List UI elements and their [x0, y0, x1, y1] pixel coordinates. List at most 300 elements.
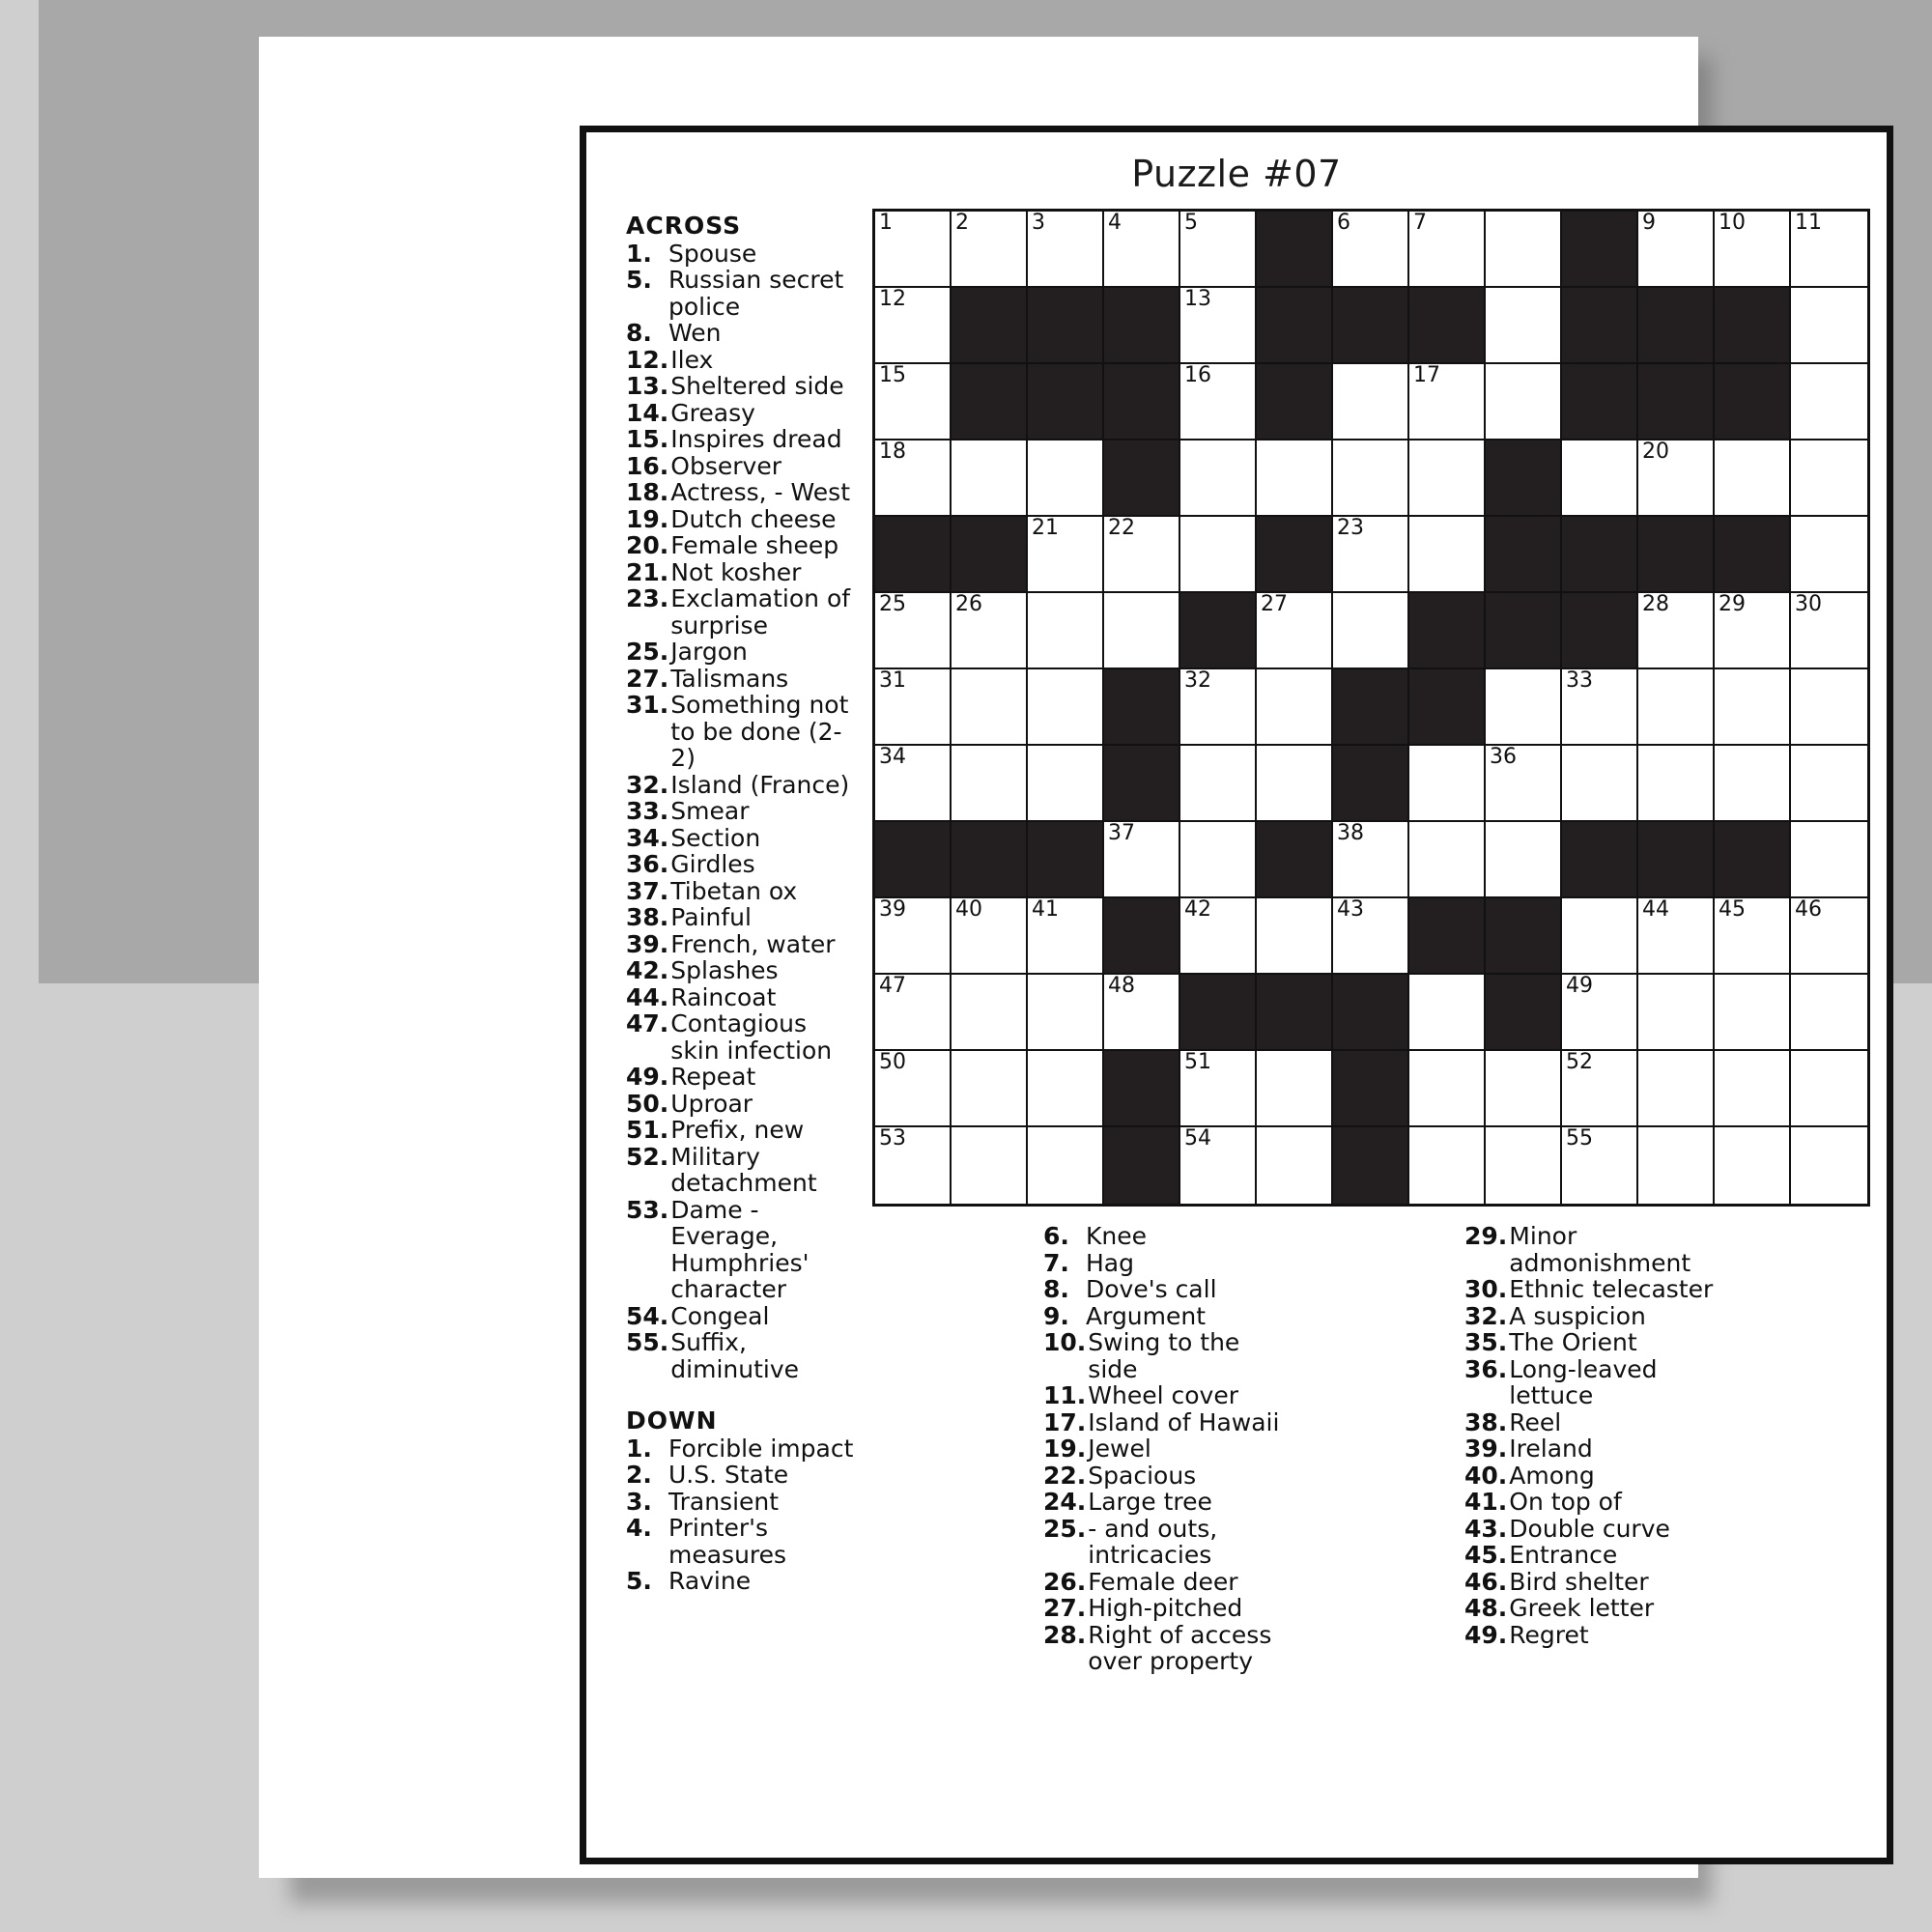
across-clue-item	[626, 1329, 858, 1382]
grid-cell[interactable]	[1028, 898, 1104, 975]
grid-cell[interactable]	[1486, 1051, 1562, 1127]
grid-cell[interactable]	[1791, 212, 1867, 288]
down-clue-item	[626, 1489, 858, 1516]
across-clue-text: Contagious skin infection	[670, 1009, 833, 1065]
down-clue-item	[1464, 1223, 1745, 1276]
grid-cell-number: 16	[1184, 363, 1211, 387]
grid-cell[interactable]	[1257, 1127, 1333, 1204]
across-clue-item	[626, 798, 858, 825]
grid-cell[interactable]	[1104, 822, 1180, 898]
grid-block-cell	[1409, 288, 1486, 364]
grid-block-cell	[1257, 975, 1333, 1051]
across-clue-text: Section	[670, 823, 761, 852]
grid-cell[interactable]	[1791, 746, 1867, 822]
across-clue-list	[626, 241, 858, 1383]
down-clue-number: 45.	[1464, 1541, 1508, 1569]
grid-cell[interactable]	[1409, 440, 1486, 517]
down-clue-text: Minor admonishment	[1509, 1222, 1691, 1277]
across-clue-number: 12.	[626, 345, 669, 374]
grid-cell-number: 50	[879, 1050, 906, 1074]
across-clue-text: Congeal	[670, 1301, 770, 1330]
grid-cell-number: 47	[879, 974, 906, 998]
grid-cell[interactable]	[1028, 975, 1104, 1051]
across-clue-text: Jargon	[670, 638, 748, 666]
grid-block-cell	[1486, 975, 1562, 1051]
grid-block-cell	[1257, 212, 1333, 288]
grid-cell-number: 36	[1490, 745, 1517, 769]
across-clue-item	[626, 1010, 858, 1064]
down-clue-item	[1464, 1595, 1745, 1622]
grid-cell[interactable]	[1791, 364, 1867, 440]
across-clue-number: 16.	[626, 451, 669, 480]
grid-block-cell	[1257, 822, 1333, 898]
grid-block-cell	[1715, 364, 1791, 440]
across-clue-number: 14.	[626, 398, 669, 427]
grid-cell[interactable]	[875, 746, 952, 822]
across-clue-item	[626, 506, 858, 533]
grid-cell[interactable]	[1333, 212, 1409, 288]
across-clue-text: Female sheep	[670, 531, 839, 559]
grid-cell[interactable]	[1409, 975, 1486, 1051]
grid-cell[interactable]	[1562, 746, 1638, 822]
across-clue-item	[626, 904, 858, 931]
grid-cell[interactable]	[1791, 440, 1867, 517]
down-clue-item	[626, 1568, 858, 1595]
down-clue-item	[1464, 1356, 1745, 1409]
grid-cell[interactable]	[1104, 517, 1180, 593]
grid-cell[interactable]	[1562, 898, 1638, 975]
grid-cell[interactable]	[1257, 669, 1333, 746]
grid-cell[interactable]	[1791, 593, 1867, 669]
down-clue-text: Forcible impact	[668, 1434, 854, 1463]
grid-cell[interactable]	[1715, 669, 1791, 746]
grid-cell[interactable]	[1028, 517, 1104, 593]
down-clue-text: - and outs, intricacies	[1088, 1514, 1218, 1569]
grid-cell[interactable]	[1486, 822, 1562, 898]
grid-cell[interactable]	[1180, 1127, 1257, 1204]
grid-cell[interactable]	[952, 669, 1028, 746]
across-clue-number: 31.	[626, 691, 669, 719]
across-clue-text: French, water	[670, 929, 836, 958]
grid-cell[interactable]	[1791, 517, 1867, 593]
grid-cell[interactable]	[1638, 746, 1715, 822]
across-clue-number: 15.	[626, 425, 669, 453]
grid-block-cell	[1028, 822, 1104, 898]
grid-cell-number: 30	[1795, 592, 1822, 616]
grid-cell[interactable]	[1180, 288, 1257, 364]
grid-cell[interactable]	[952, 1127, 1028, 1204]
down-clue-number: 35.	[1464, 1328, 1508, 1356]
across-clue-number: 55.	[626, 1328, 669, 1356]
across-clue-item	[626, 373, 858, 400]
grid-cell-number: 17	[1413, 363, 1440, 387]
grid-cell-number: 20	[1642, 440, 1669, 464]
grid-block-cell	[1028, 288, 1104, 364]
down-clue-number: 11.	[1043, 1381, 1087, 1409]
down-clue-number: 17.	[1043, 1407, 1087, 1436]
down-clue-text: Dove's call	[1086, 1275, 1217, 1303]
across-clue-number: 8.	[626, 319, 652, 347]
down-clue-item	[1464, 1329, 1745, 1356]
grid-block-cell	[1638, 364, 1715, 440]
across-clue-item	[626, 453, 858, 480]
grid-cell[interactable]	[1333, 440, 1409, 517]
grid-cell[interactable]	[1638, 898, 1715, 975]
grid-cell[interactable]	[875, 669, 952, 746]
across-clue-item	[626, 320, 858, 347]
across-clue-text: Wen	[668, 319, 722, 347]
across-clue-number: 32.	[626, 770, 669, 799]
down-clue-text: Ethnic telecaster	[1509, 1275, 1714, 1303]
grid-cell[interactable]	[875, 440, 952, 517]
page-title: Puzzle #07	[1131, 153, 1342, 195]
grid-cell[interactable]	[1638, 440, 1715, 517]
grid-cell[interactable]	[1715, 212, 1791, 288]
grid-cell[interactable]	[875, 898, 952, 975]
across-clue-text: Not kosher	[670, 557, 802, 586]
grid-cell-number: 7	[1413, 211, 1427, 235]
grid-cell-number: 39	[879, 897, 906, 922]
down-clue-number: 46.	[1464, 1567, 1508, 1596]
down-heading: DOWN	[626, 1406, 718, 1435]
grid-cell[interactable]	[1028, 669, 1104, 746]
grid-cell[interactable]	[875, 212, 952, 288]
grid-cell[interactable]	[1028, 746, 1104, 822]
grid-cell-number: 52	[1566, 1050, 1593, 1074]
grid-block-cell	[1257, 364, 1333, 440]
grid-block-cell	[1486, 517, 1562, 593]
grid-cell[interactable]	[1486, 212, 1562, 288]
grid-cell[interactable]	[875, 975, 952, 1051]
grid-cell[interactable]	[1409, 822, 1486, 898]
grid-cell[interactable]	[1104, 212, 1180, 288]
grid-cell[interactable]	[1638, 593, 1715, 669]
grid-cell[interactable]	[1562, 975, 1638, 1051]
grid-cell-number: 51	[1184, 1050, 1211, 1074]
across-clue-text: Talismans	[670, 664, 789, 693]
across-clue-number: 39.	[626, 929, 669, 958]
grid-cell[interactable]	[1409, 1051, 1486, 1127]
grid-block-cell	[1562, 212, 1638, 288]
down-clue-item	[1043, 1435, 1294, 1463]
grid-cell[interactable]	[1791, 975, 1867, 1051]
down-clue-number: 49.	[1464, 1620, 1508, 1649]
grid-cell[interactable]	[1638, 212, 1715, 288]
grid-cell[interactable]	[1028, 440, 1104, 517]
across-clue-text: Painful	[670, 903, 752, 931]
across-clue-item	[626, 479, 858, 506]
grid-cell[interactable]	[1409, 212, 1486, 288]
grid-cell-number: 4	[1108, 211, 1122, 235]
grid-cell[interactable]	[1486, 669, 1562, 746]
down-clue-number: 24.	[1043, 1488, 1087, 1516]
grid-cell[interactable]	[1791, 1127, 1867, 1204]
across-clue-text: Prefix, new	[670, 1116, 805, 1144]
down-clue-number: 26.	[1043, 1567, 1087, 1596]
across-clue-text: Something not to be done (2-2)	[670, 691, 849, 772]
grid-cell[interactable]	[875, 288, 952, 364]
grid-block-cell	[1333, 746, 1409, 822]
grid-cell[interactable]	[1257, 746, 1333, 822]
grid-cell[interactable]	[1104, 975, 1180, 1051]
across-clue-number: 1.	[626, 239, 652, 268]
grid-cell[interactable]	[1715, 1051, 1791, 1127]
grid-cell-number: 38	[1337, 821, 1364, 845]
grid-cell-number: 5	[1184, 211, 1198, 235]
across-clue-number: 5.	[626, 266, 652, 294]
down-clue-list-part1	[626, 1435, 858, 1595]
grid-block-cell	[1715, 288, 1791, 364]
grid-block-cell	[1486, 440, 1562, 517]
down-clue-text: Double curve	[1509, 1514, 1670, 1543]
down-clue-item	[1464, 1276, 1745, 1303]
grid-cell[interactable]	[1333, 517, 1409, 593]
grid-cell[interactable]	[1180, 212, 1257, 288]
grid-cell[interactable]	[1715, 593, 1791, 669]
across-clue-text: Splashes	[670, 956, 779, 984]
grid-block-cell	[1638, 517, 1715, 593]
grid-cell[interactable]	[1638, 669, 1715, 746]
down-clue-number: 38.	[1464, 1407, 1508, 1436]
grid-cell[interactable]	[952, 975, 1028, 1051]
grid-cell[interactable]	[1791, 822, 1867, 898]
across-clue-item	[626, 1303, 858, 1330]
across-clue-item	[626, 666, 858, 693]
across-clue-number: 53.	[626, 1195, 669, 1224]
grid-cell-number: 12	[879, 287, 906, 311]
across-clue-item	[626, 1117, 858, 1144]
grid-cell[interactable]	[875, 1051, 952, 1127]
grid-cell[interactable]	[1104, 593, 1180, 669]
grid-cell[interactable]	[1028, 212, 1104, 288]
grid-block-cell	[875, 517, 952, 593]
grid-cell[interactable]	[1409, 1127, 1486, 1204]
grid-cell[interactable]	[1180, 1051, 1257, 1127]
grid-cell[interactable]	[1257, 898, 1333, 975]
grid-cell[interactable]	[1562, 1127, 1638, 1204]
down-clue-item	[1043, 1276, 1294, 1303]
down-clue-item	[1043, 1409, 1294, 1436]
grid-cell-number: 22	[1108, 516, 1135, 540]
down-clue-number: 27.	[1043, 1594, 1087, 1622]
grid-block-cell	[1257, 517, 1333, 593]
grid-cell[interactable]	[952, 593, 1028, 669]
down-clue-number: 3.	[626, 1487, 652, 1516]
grid-block-cell	[1715, 822, 1791, 898]
grid-cell[interactable]	[1638, 1051, 1715, 1127]
grid-cell[interactable]	[1028, 1127, 1104, 1204]
across-clue-item	[626, 241, 858, 268]
across-clue-number: 27.	[626, 664, 669, 693]
grid-cell-number: 48	[1108, 974, 1135, 998]
down-clue-item	[1043, 1382, 1294, 1409]
down-clue-number: 48.	[1464, 1594, 1508, 1622]
across-clue-number: 38.	[626, 903, 669, 931]
down-clue-item	[1043, 1463, 1294, 1490]
down-clue-text: Island of Hawaii	[1088, 1407, 1280, 1436]
down-clue-number: 28.	[1043, 1620, 1087, 1649]
grid-cell[interactable]	[1562, 669, 1638, 746]
grid-cell[interactable]	[1257, 593, 1333, 669]
down-clue-text: Bird shelter	[1509, 1567, 1649, 1596]
across-clue-item	[626, 559, 858, 586]
grid-cell[interactable]	[1791, 898, 1867, 975]
across-clue-text: Military detachment	[670, 1142, 817, 1197]
grid-cell[interactable]	[1715, 1127, 1791, 1204]
grid-cell[interactable]	[952, 898, 1028, 975]
down-clue-text: Hag	[1086, 1248, 1134, 1277]
down-clue-number: 19.	[1043, 1435, 1087, 1463]
across-clue-text: Spouse	[668, 239, 757, 268]
grid-cell[interactable]	[875, 364, 952, 440]
across-clue-number: 44.	[626, 982, 669, 1011]
grid-cell[interactable]	[1791, 1051, 1867, 1127]
down-clue-item	[1464, 1622, 1745, 1649]
down-clue-item	[1043, 1569, 1294, 1596]
down-clue-number: 29.	[1464, 1222, 1508, 1250]
grid-cell[interactable]	[1409, 517, 1486, 593]
down-clue-text: Greek letter	[1509, 1594, 1655, 1622]
grid-cell[interactable]	[1333, 364, 1409, 440]
puzzle-page	[259, 37, 1822, 1878]
grid-cell-number: 21	[1032, 516, 1059, 540]
grid-cell[interactable]	[1180, 746, 1257, 822]
grid-cell-number: 34	[879, 745, 906, 769]
grid-cell-number: 41	[1032, 897, 1059, 922]
grid-cell[interactable]	[1180, 898, 1257, 975]
grid-cell[interactable]	[1333, 898, 1409, 975]
grid-cell[interactable]	[952, 212, 1028, 288]
down-clue-column-right	[1464, 1223, 1745, 1648]
grid-cell[interactable]	[1715, 746, 1791, 822]
grid-cell[interactable]	[1028, 593, 1104, 669]
across-clue-text: Girdles	[670, 850, 755, 878]
grid-cell[interactable]	[952, 1051, 1028, 1127]
grid-cell-number: 18	[879, 440, 906, 464]
grid-cell[interactable]	[1486, 288, 1562, 364]
grid-cell[interactable]	[1257, 440, 1333, 517]
grid-block-cell	[1333, 288, 1409, 364]
grid-cell[interactable]	[952, 440, 1028, 517]
grid-block-cell	[1180, 975, 1257, 1051]
grid-cell[interactable]	[1409, 746, 1486, 822]
grid-block-cell	[1104, 288, 1180, 364]
grid-cell[interactable]	[1791, 669, 1867, 746]
grid-cell-number: 33	[1566, 668, 1593, 693]
grid-cell[interactable]	[1180, 364, 1257, 440]
across-clue-text: Inspires dread	[670, 425, 842, 453]
across-clue-item	[626, 1064, 858, 1091]
grid-cell[interactable]	[1562, 1051, 1638, 1127]
across-clue-text: Greasy	[670, 398, 755, 427]
across-clue-text: Smear	[670, 797, 750, 825]
grid-block-cell	[1104, 669, 1180, 746]
down-clue-text: Female deer	[1088, 1567, 1238, 1596]
grid-cell[interactable]	[1333, 593, 1409, 669]
grid-cell[interactable]	[952, 746, 1028, 822]
grid-cell[interactable]	[1409, 364, 1486, 440]
grid-cell[interactable]	[875, 1127, 952, 1204]
across-clue-number: 36.	[626, 850, 669, 878]
across-clue-number: 19.	[626, 504, 669, 533]
across-clue-text: Russian secret police	[668, 266, 844, 321]
down-clue-text: Large tree	[1088, 1488, 1212, 1516]
grid-block-cell	[1638, 822, 1715, 898]
grid-cell-number: 49	[1566, 974, 1593, 998]
grid-cell[interactable]	[1180, 822, 1257, 898]
grid-cell[interactable]	[875, 593, 952, 669]
grid-cell-number: 26	[955, 592, 982, 616]
grid-cell[interactable]	[1028, 1051, 1104, 1127]
across-clue-number: 23.	[626, 584, 669, 612]
grid-cell[interactable]	[1638, 975, 1715, 1051]
grid-cell[interactable]	[1333, 822, 1409, 898]
across-clue-item	[626, 639, 858, 666]
grid-cell[interactable]	[1562, 440, 1638, 517]
grid-cell[interactable]	[1180, 440, 1257, 517]
across-clue-text: Sheltered side	[670, 372, 844, 400]
down-clue-text: On top of	[1509, 1488, 1622, 1516]
down-clue-item	[1464, 1463, 1745, 1490]
down-clue-number: 8.	[1043, 1275, 1069, 1303]
down-clue-number: 5.	[626, 1567, 652, 1595]
down-clue-item	[1043, 1489, 1294, 1516]
grid-block-cell	[875, 822, 952, 898]
down-clue-text: Long-leaved lettuce	[1509, 1354, 1658, 1409]
across-clue-text: Island (France)	[670, 770, 850, 799]
across-clue-item	[626, 692, 858, 772]
grid-cell[interactable]	[1715, 440, 1791, 517]
grid-cell[interactable]	[1715, 975, 1791, 1051]
grid-block-cell	[1104, 898, 1180, 975]
grid-cell[interactable]	[1638, 1127, 1715, 1204]
down-clue-text: Regret	[1509, 1620, 1589, 1649]
down-clue-item	[1464, 1435, 1745, 1463]
grid-cell[interactable]	[1486, 364, 1562, 440]
grid-cell[interactable]	[1180, 669, 1257, 746]
grid-block-cell	[1486, 898, 1562, 975]
grid-block-cell	[1104, 746, 1180, 822]
grid-cell-number: 31	[879, 668, 906, 693]
down-clue-text: Transient	[668, 1487, 780, 1516]
grid-cell-number: 25	[879, 592, 906, 616]
grid-block-cell	[952, 364, 1028, 440]
grid-cell-number: 3	[1032, 211, 1045, 235]
across-clue-item	[626, 931, 858, 958]
down-clue-number: 7.	[1043, 1248, 1069, 1277]
down-clue-list-part2	[1043, 1223, 1294, 1675]
grid-cell-number: 45	[1719, 897, 1746, 922]
across-clue-number: 25.	[626, 638, 669, 666]
crossword-grid[interactable]	[872, 209, 1870, 1207]
down-clue-text: Ireland	[1509, 1435, 1593, 1463]
down-clue-item	[1043, 1516, 1294, 1569]
grid-cell[interactable]	[1486, 746, 1562, 822]
grid-cell[interactable]	[1257, 1051, 1333, 1127]
grid-cell[interactable]	[1791, 288, 1867, 364]
down-clue-number: 1.	[626, 1434, 652, 1463]
grid-cell[interactable]	[1715, 898, 1791, 975]
down-clue-number: 30.	[1464, 1275, 1508, 1303]
down-clue-item	[1043, 1622, 1294, 1675]
across-clue-column	[626, 213, 858, 1595]
across-clue-text: Suffix, diminutive	[670, 1328, 800, 1383]
down-clue-text: The Orient	[1509, 1328, 1637, 1356]
grid-cell[interactable]	[1486, 1127, 1562, 1204]
grid-cell[interactable]	[1180, 517, 1257, 593]
grid-cell-number: 9	[1642, 211, 1656, 235]
grid-cell-number: 6	[1337, 211, 1350, 235]
